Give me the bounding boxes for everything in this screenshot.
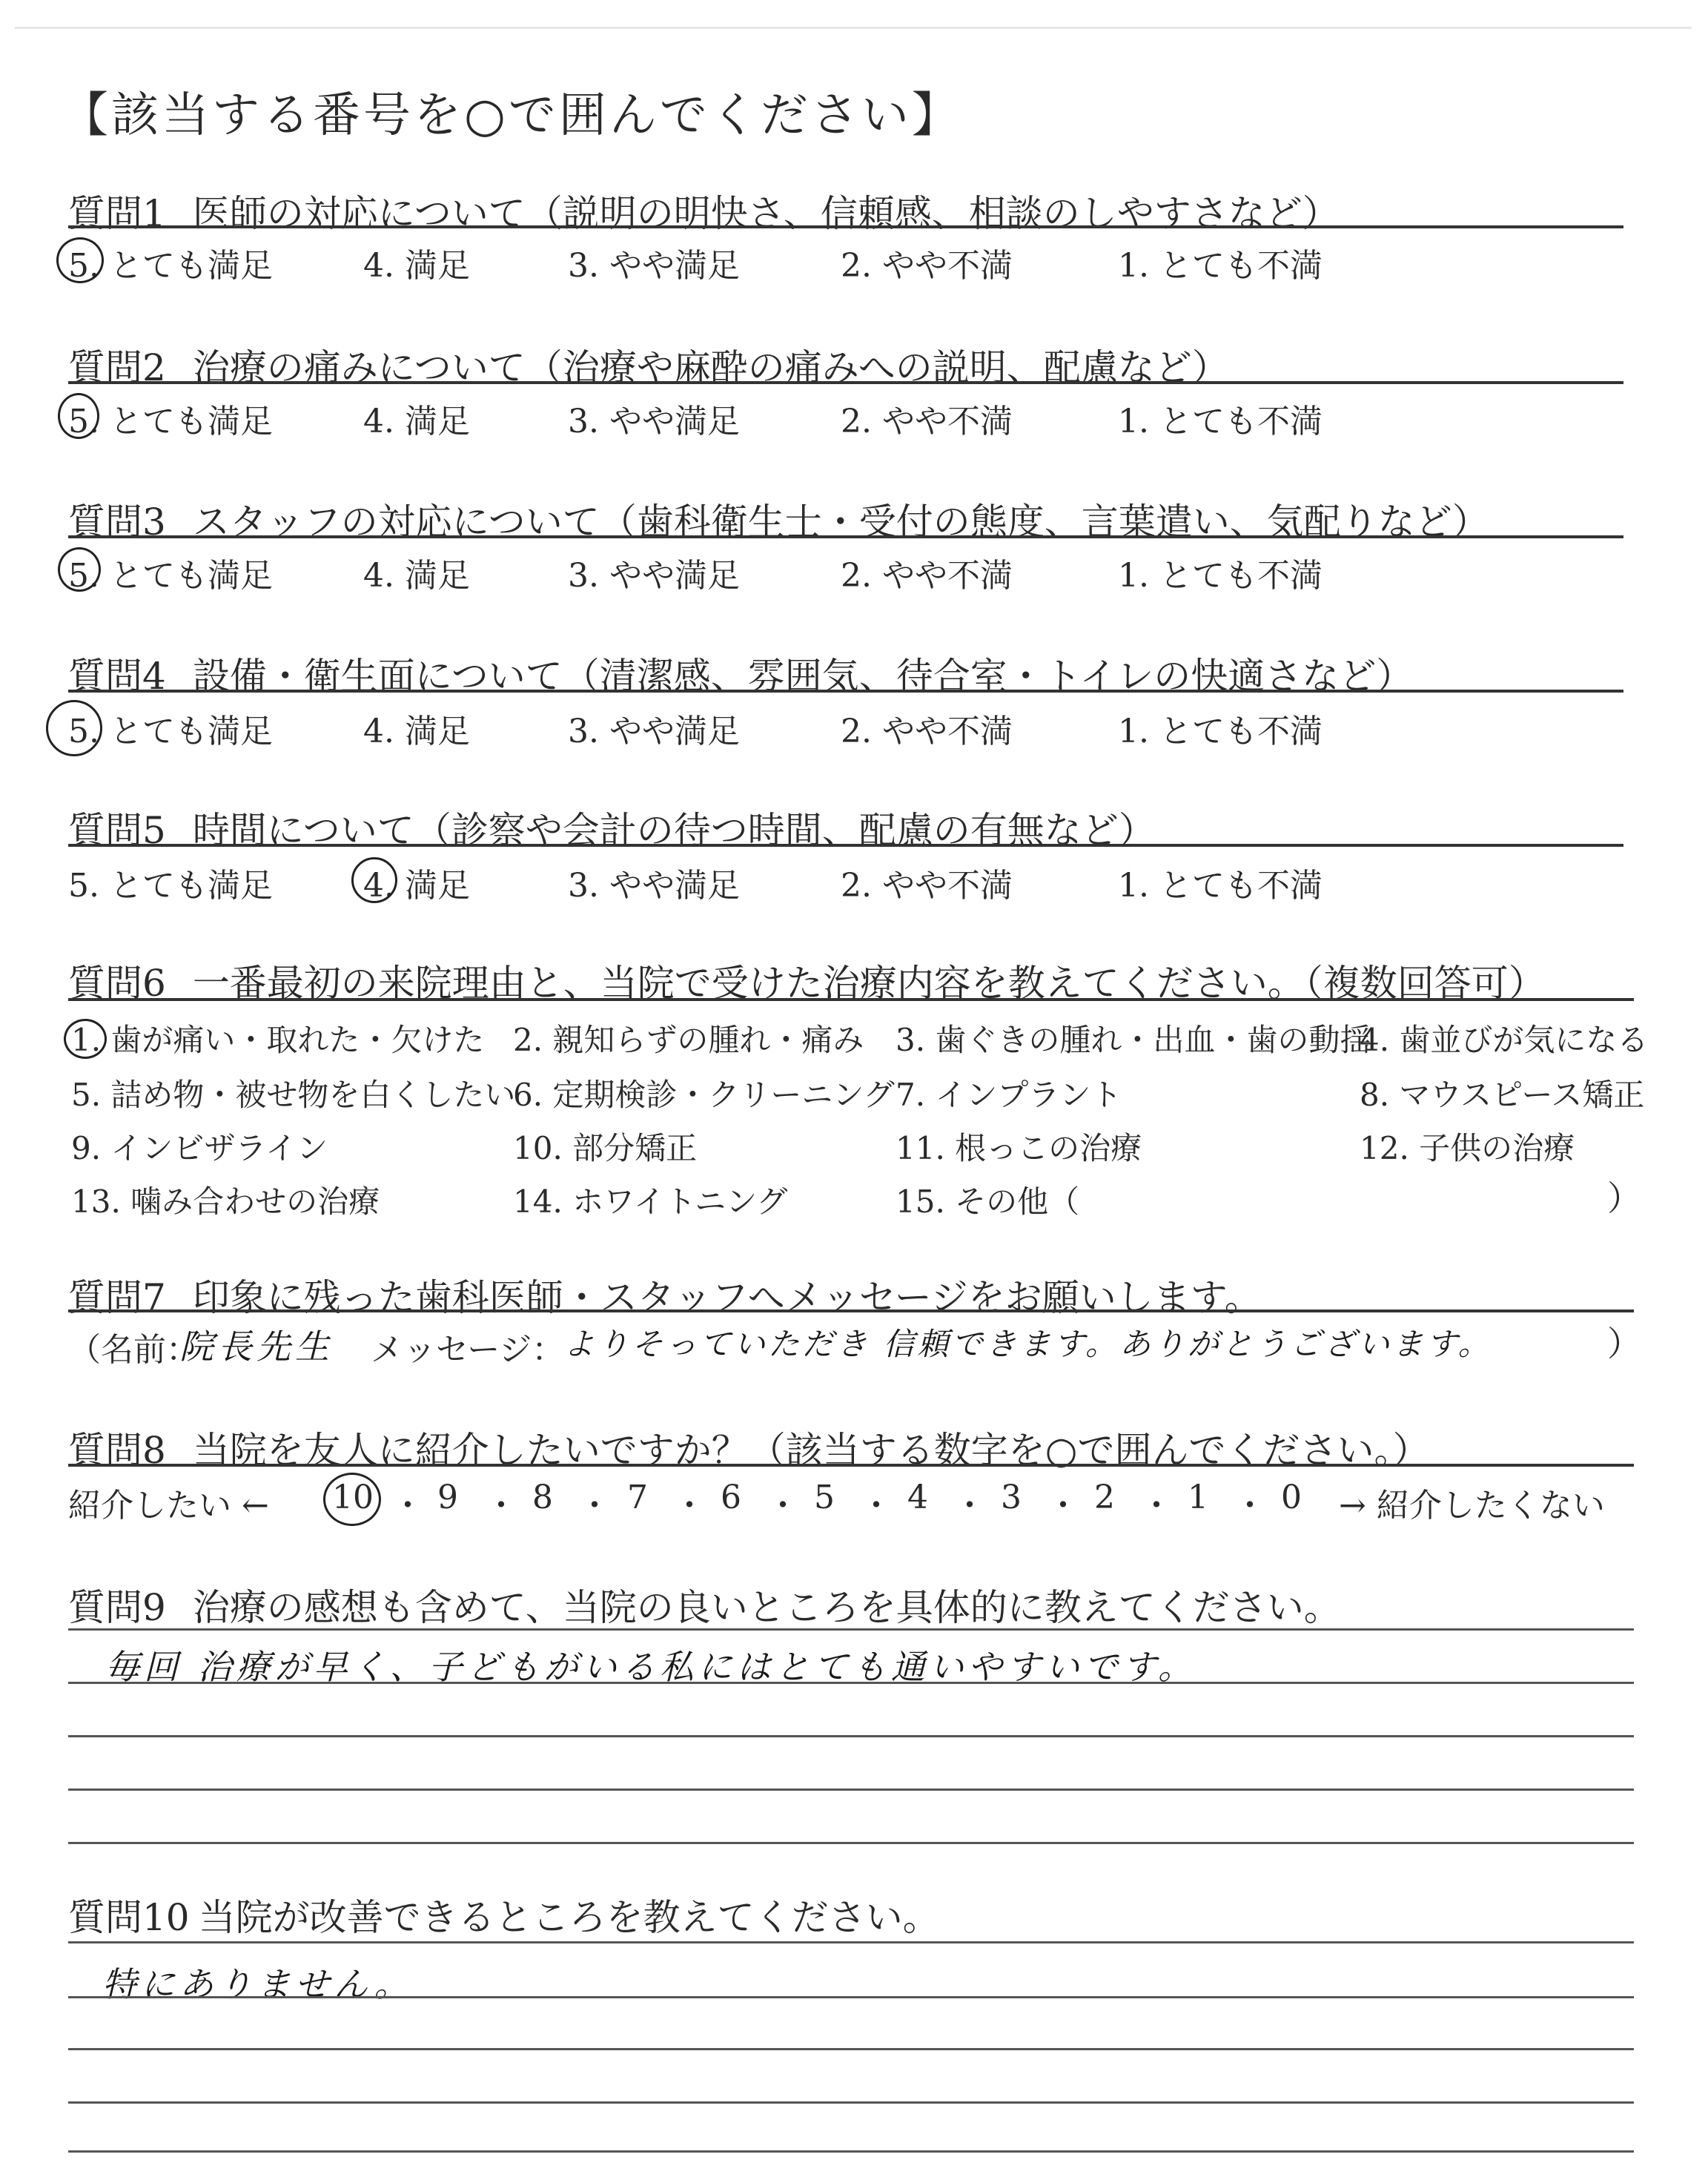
question-text: 当院を友人に紹介したいですか？（該当する数字を○で囲んでください。） (192, 1429, 1430, 1472)
scale-separator: ・ (1047, 1487, 1079, 1525)
answer-line (68, 1682, 1634, 1684)
option-1[interactable]: 1. とても不満 (1118, 867, 1323, 905)
reason-option-7[interactable]: 7. インプラント (896, 1077, 1122, 1113)
page-top-border (15, 27, 1692, 29)
option-2[interactable]: 2. やや不満 (841, 713, 1013, 750)
option-2[interactable]: 2. やや不満 (841, 557, 1013, 595)
option-2[interactable]: 2. やや不満 (841, 247, 1013, 285)
option-3[interactable]: 3. やや満足 (568, 713, 740, 750)
reason-option-6[interactable]: 6. 定期検診・クリーニング (513, 1077, 895, 1113)
question-1-rule (68, 225, 1623, 228)
question-text: 医師の対応について（説明の明快さ、信頼感、相談のしやすさなど） (192, 192, 1340, 235)
question-6-rule (68, 998, 1634, 1001)
answer-line (68, 2150, 1634, 2153)
scale-separator: ・ (767, 1487, 799, 1525)
message-label: メッセージ： (371, 1331, 565, 1369)
question-text: 設備・衛生面について（清潔感、雰囲気、待合室・トイレの快適さなど） (192, 655, 1414, 698)
option-5[interactable]: 5. とても満足 (68, 867, 273, 905)
option-5[interactable]: 5. とても満足 (68, 247, 273, 285)
reason-option-8[interactable]: 8. マウスピース矯正 (1360, 1077, 1645, 1113)
reason-option-11[interactable]: 11. 根っこの治療 (896, 1130, 1142, 1166)
question-text: 時間について（診察や会計の待つ時間、配慮の有無など） (192, 809, 1156, 852)
option-3[interactable]: 3. やや満足 (568, 247, 740, 285)
scale-value-2[interactable]: 2 (1094, 1479, 1115, 1516)
question-number: 質問3 (68, 501, 166, 544)
scale-separator: ・ (1140, 1487, 1173, 1525)
option-3[interactable]: 3. やや満足 (568, 557, 740, 595)
question-4-rule (68, 690, 1623, 693)
question-number: 質問2 (68, 346, 166, 389)
question-text: 当院が改善できるところを教えてください。 (198, 1896, 940, 1939)
option-5[interactable]: 5. とても満足 (68, 713, 273, 750)
option-2[interactable]: 2. やや不満 (841, 867, 1013, 905)
answer-line (68, 1735, 1634, 1737)
message-handwritten[interactable]: よりそっていただき 信頼できます。ありがとうございます。 (563, 1326, 1492, 1362)
option-1[interactable]: 1. とても不満 (1118, 713, 1323, 750)
reason-option-2[interactable]: 2. 親知らずの腫れ・痛み (513, 1022, 864, 1058)
scale-value-6[interactable]: 6 (721, 1479, 741, 1516)
scale-separator: ・ (485, 1487, 517, 1525)
option-4[interactable]: 4. 満足 (363, 247, 470, 285)
answer-line (68, 2101, 1634, 2104)
scale-separator: ・ (953, 1487, 986, 1525)
question-9-title (68, 1578, 1341, 1631)
option-4[interactable]: 4. 満足 (363, 557, 470, 595)
question-text: 印象に残った歯科医師・スタッフへメッセージをお願いします。 (192, 1276, 1262, 1319)
scale-separator: ・ (673, 1487, 706, 1525)
question-1-title (68, 184, 1340, 237)
reason-option-12[interactable]: 12. 子供の治療 (1360, 1130, 1575, 1166)
option-3[interactable]: 3. やや満足 (568, 867, 740, 905)
reason-option-10[interactable]: 10. 部分矯正 (513, 1130, 698, 1166)
scale-value-5[interactable]: 5 (814, 1479, 835, 1516)
question-number: 質問8 (68, 1429, 166, 1472)
reason-option-15[interactable]: 15. その他（ (896, 1183, 1080, 1220)
other-close-paren: ） (1607, 1178, 1641, 1218)
option-4[interactable]: 4. 満足 (363, 403, 470, 440)
option-5[interactable]: 5. とても満足 (68, 557, 273, 595)
option-4[interactable]: 4. 満足 (363, 713, 470, 750)
question-5-rule (68, 844, 1623, 847)
question-text: 一番最初の来院理由と、当院で受けた治療内容を教えてください。（複数回答可） (192, 962, 1546, 1005)
scale-value-0[interactable]: 0 (1281, 1479, 1302, 1516)
question-7-rule (68, 1309, 1634, 1312)
option-1[interactable]: 1. とても不満 (1118, 557, 1323, 595)
name-label: （名前： (68, 1331, 199, 1369)
reason-option-5[interactable]: 5. 詰め物・被せ物を白くしたい (71, 1077, 516, 1113)
page-title: 【該当する番号を○で囲んでください】 (61, 88, 962, 143)
message-close-paren: ） (1607, 1324, 1641, 1364)
answer-line (68, 1941, 1634, 1943)
answer-line (68, 1842, 1634, 1844)
scale-value-4[interactable]: 4 (907, 1479, 928, 1516)
reason-option-4[interactable]: 4. 歯並びが気になる (1360, 1022, 1649, 1058)
reason-option-1[interactable]: 1. 歯が痛い・取れた・欠けた (71, 1022, 485, 1058)
question-text: 治療の感想も含めて、当院の良いところを具体的に教えてください。 (192, 1586, 1341, 1629)
scale-value-1[interactable]: 1 (1188, 1479, 1208, 1516)
reason-option-9[interactable]: 9. インビザライン (71, 1130, 328, 1166)
scale-value-7[interactable]: 7 (627, 1479, 648, 1516)
option-4[interactable]: 4. 満足 (363, 867, 470, 905)
good-points-handwritten[interactable]: 毎回 治療が早く、子どもがいる私にはとても通いやすいです。 (105, 1647, 1197, 1687)
scale-value-8[interactable]: 8 (532, 1479, 553, 1516)
question-text: 治療の痛みについて（治療や麻酔の痛みへの説明、配慮など） (192, 346, 1229, 389)
reason-option-13[interactable]: 13. 噛み合わせの治療 (71, 1183, 380, 1220)
question-number: 質問7 (68, 1276, 166, 1319)
option-1[interactable]: 1. とても不満 (1118, 403, 1323, 440)
name-handwritten[interactable]: 院長先生 (179, 1327, 334, 1367)
scale-left-label: 紹介したい ← (68, 1487, 269, 1525)
scale-value-9[interactable]: 9 (437, 1479, 458, 1516)
scale-right-label: → 紹介したくない (1339, 1487, 1605, 1525)
question-number: 質問6 (68, 962, 166, 1005)
question-7-title (68, 1268, 1262, 1321)
answer-line (68, 1789, 1634, 1791)
option-3[interactable]: 3. やや満足 (568, 403, 740, 440)
question-3-rule (68, 535, 1623, 538)
improvement-handwritten[interactable]: 特にありません。 (102, 1964, 413, 2004)
scale-value-10[interactable]: 10 (332, 1479, 374, 1516)
question-8-rule (68, 1464, 1634, 1467)
reason-option-3[interactable]: 3. 歯ぐきの腫れ・出血・歯の動揺 (896, 1022, 1371, 1058)
answer-line (68, 2048, 1634, 2050)
question-text: スタッフの対応について（歯科衛生士・受付の態度、言葉遣い、気配りなど） (192, 501, 1489, 544)
question-number: 質問5 (68, 809, 166, 852)
reason-option-14[interactable]: 14. ホワイトニング (513, 1183, 788, 1220)
question-10-title (68, 1888, 940, 1941)
scale-separator: ・ (1234, 1487, 1266, 1525)
answer-line (68, 1628, 1634, 1631)
option-5[interactable]: 5. とても満足 (68, 403, 273, 440)
question-number: 質問4 (68, 655, 166, 698)
answer-line (68, 1996, 1634, 1998)
question-2-rule (68, 381, 1623, 384)
scale-separator: ・ (578, 1487, 611, 1525)
question-number: 質問1 (68, 192, 166, 235)
question-number: 質問9 (68, 1586, 166, 1629)
scale-separator: ・ (391, 1487, 424, 1525)
option-2[interactable]: 2. やや不満 (841, 403, 1013, 440)
question-number: 質問10 (68, 1896, 190, 1939)
scale-value-3[interactable]: 3 (1001, 1479, 1022, 1516)
scale-separator: ・ (860, 1487, 893, 1525)
option-1[interactable]: 1. とても不満 (1118, 247, 1323, 285)
